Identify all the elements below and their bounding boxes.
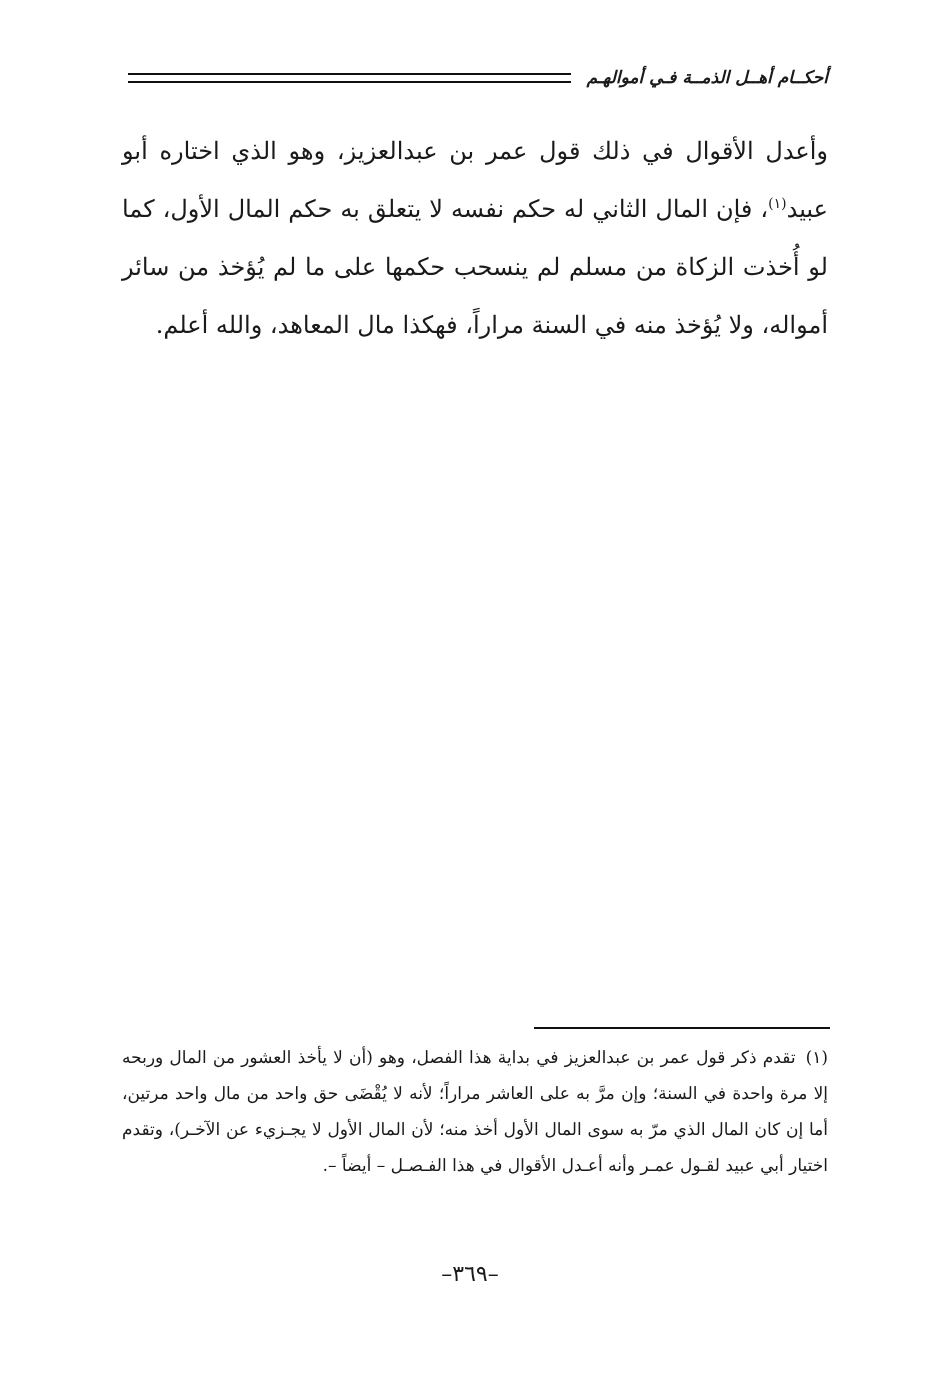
main-text [122,122,828,354]
paragraph-text-end: ، فإن المال الثاني له حكم نفسه لا يتعلق به حكم المال الأول، كما لو أُخذت الزكاة من مسلم لم ينسحب حكمها على ما لم يُؤخذ من سائر أمواله، ولا يُؤخذ منه في السنة مراراً، فهكذا مال المعاهد، والله أعلم. [122,195,828,339]
running-title: أحكــام أهــل الذمــة فـي أموالهـم [586,68,828,88]
page-number: –٣٦٩– [441,1262,499,1287]
footnotes [122,1040,828,1184]
footnote-text: تقدم ذكر قول عمر بن عبدالعزيز في بداية هذا الفصل، وهو (أن لا يأخذ العشور من المال وربحه إلا مرة واحدة في السنة؛ وإن مرَّ به على العاشر مراراً؛ لأنه لا يُقْضَى حق واحد من مال واحد مرتين، أما إن كان المال الذي مرّ به سوى المال الأول أخذ منه؛ لأن المال الأول لا يجـزيء عن الآخـر)، وتقدم اختيار أبي عبيد لقـول عمـر وأنه أعـدل الأقوال في هذا الفـصـل – أيضاً –. [122,1048,828,1176]
footnote-number: (١) [805,1048,828,1068]
paragraph-text-start: وأعدل الأقوال في ذلك قول عمر بن عبدالعزيز، وهو الذي اختاره أبو عبيد [122,137,828,223]
header-double-rule [128,73,571,83]
running-header [128,62,828,94]
body-paragraph [122,122,828,354]
footnote-separator [534,1027,830,1029]
footnote-reference: (١) [768,196,787,212]
footnote-item [122,1040,828,1184]
